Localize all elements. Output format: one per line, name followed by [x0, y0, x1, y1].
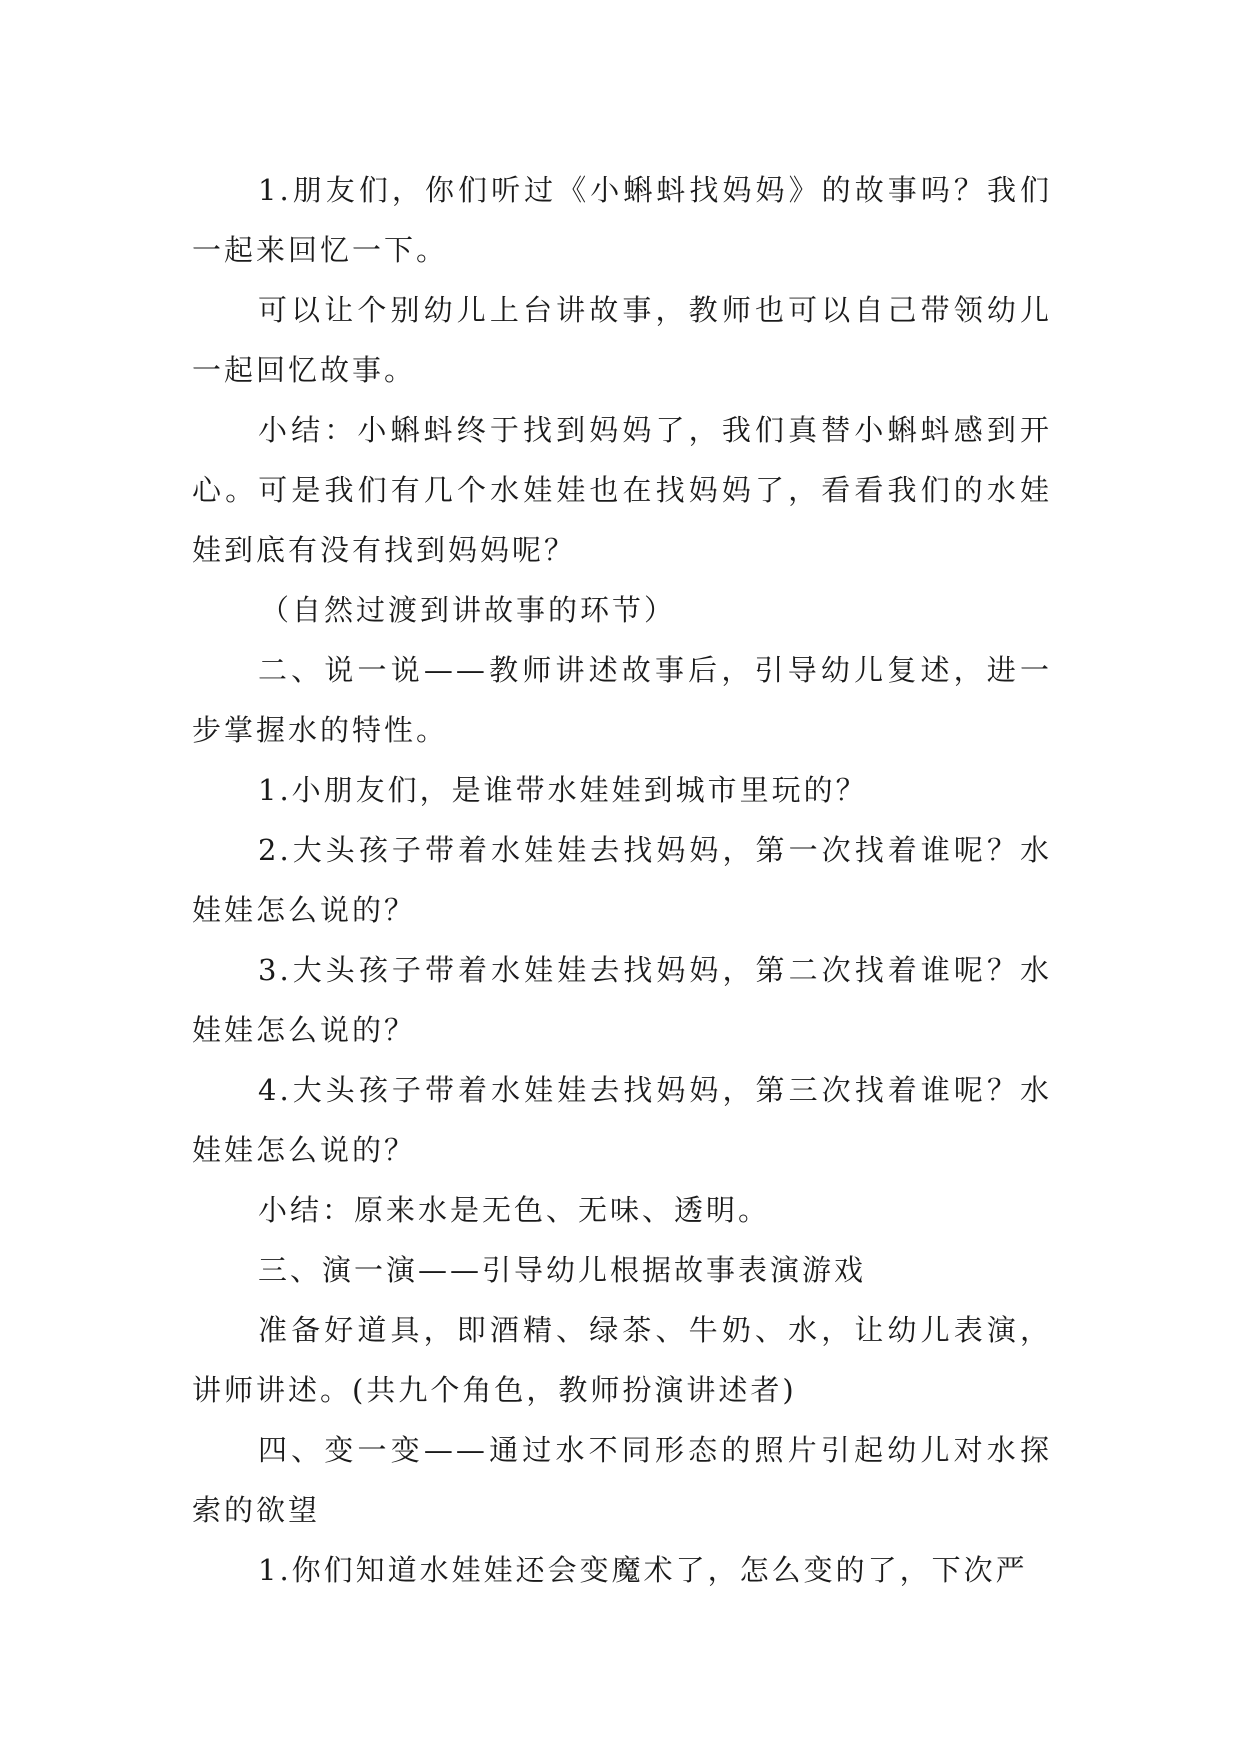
section-3-body: 准备好道具，即酒精、绿茶、牛奶、水，让幼儿表演，讲师讲述。(共九个角色，教师扮演讲述者) [192, 1313, 1052, 1407]
paragraph-4-transition-note: （自然过渡到讲故事的环节） [260, 593, 677, 627]
section-3-heading: 三、演一演——引导幼儿根据故事表演游戏 [258, 1253, 867, 1287]
section-4-heading: 四、变一变——通过水不同形态的照片引起幼儿对水探索的欲望 [192, 1433, 1052, 1527]
paragraph-1: 1.朋友们，你们听过《小蝌蚪找妈妈》的故事吗？我们一起来回忆一下。 [192, 173, 1052, 267]
document-page [192, 160, 1052, 1600]
question-2: 2.大头孩子带着水娃娃去找妈妈，第一次找着谁呢？水娃娃怎么说的？ [192, 833, 1052, 927]
question-1: 1.小朋友们，是谁带水娃娃到城市里玩的？ [258, 773, 868, 807]
question-4: 4.大头孩子带着水娃娃去找妈妈，第三次找着谁呢？水娃娃怎么说的？ [192, 1073, 1052, 1167]
paragraph-2: 可以让个别幼儿上台讲故事，教师也可以自己带领幼儿一起回忆故事。 [192, 293, 1052, 387]
question-3: 3.大头孩子带着水娃娃去找妈妈，第二次找着谁呢？水娃娃怎么说的？ [192, 953, 1052, 1047]
section-2-summary: 小结：原来水是无色、无味、透明。 [258, 1193, 771, 1227]
paragraph-3-summary: 小结：小蝌蚪终于找到妈妈了，我们真替小蝌蚪感到开心。可是我们有几个水娃娃也在找妈妈了，看看我们的水娃娃到底有没有找到妈妈呢？ [192, 413, 1052, 567]
section-4-question-1: 1.你们知道水娃娃还会变魔术了，怎么变的了，下次严 [258, 1553, 1028, 1587]
section-2-heading: 二、说一说——教师讲述故事后，引导幼儿复述，进一步掌握水的特性。 [192, 653, 1052, 747]
